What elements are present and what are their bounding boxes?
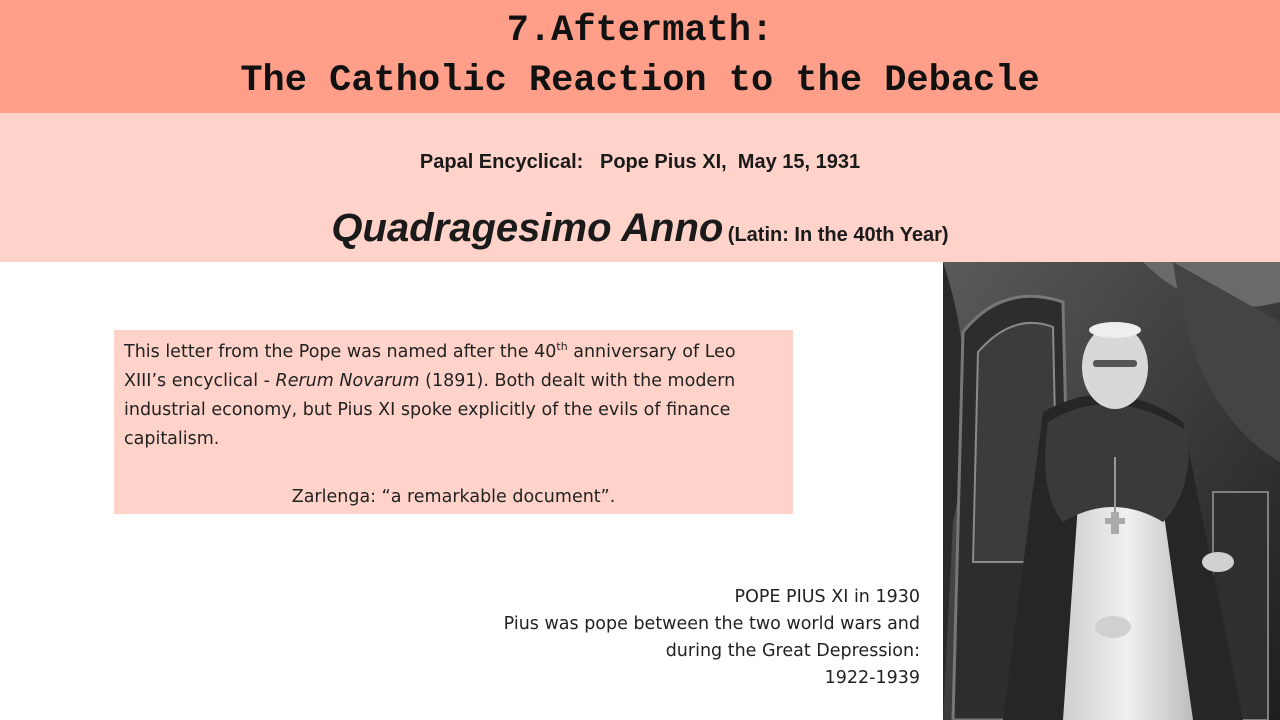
description-text-c: (1891). Both dealt with the modern industrial economy, but Pius XI spoke explicitly of the evils of finance capitalism.	[124, 371, 736, 449]
latin-translation: (Latin: In the 40th Year)	[727, 224, 949, 246]
latin-title-line	[0, 206, 1280, 251]
latin-title: Quadragesimo Anno	[331, 206, 724, 250]
description-textbox	[114, 330, 793, 514]
portrait-illustration	[943, 262, 1280, 720]
description-text-b: anniversary of Leo XIII’s encyclical -	[124, 342, 736, 391]
slide-title-line2: The Catholic Reaction to the Debacle	[240, 60, 1040, 102]
pope-portrait-image	[943, 262, 1280, 720]
slide-title-line1: 7.Aftermath:	[506, 10, 774, 52]
description-text-a: This letter from the Pope was named after the 40	[124, 342, 557, 362]
caption-years: 1922-1939	[824, 668, 920, 688]
caption-description: Pius was pope between the two world wars and during the Great Depression:	[503, 614, 920, 661]
zarlenga-quote: Zarlenga: “a remarkable document”.	[291, 487, 616, 507]
rerum-novarum-title: Rerum Novarum	[275, 371, 420, 391]
caption-title: POPE PIUS XI in 1930	[734, 587, 920, 607]
subheader-band	[0, 113, 1280, 262]
portrait-caption	[460, 584, 920, 692]
encyclical-info: Papal Encyclical: Pope Pius XI, May 15, 1931	[419, 151, 861, 173]
description-paragraph	[124, 338, 783, 454]
slide-header	[0, 0, 1280, 113]
ordinal-superscript: th	[556, 340, 568, 354]
